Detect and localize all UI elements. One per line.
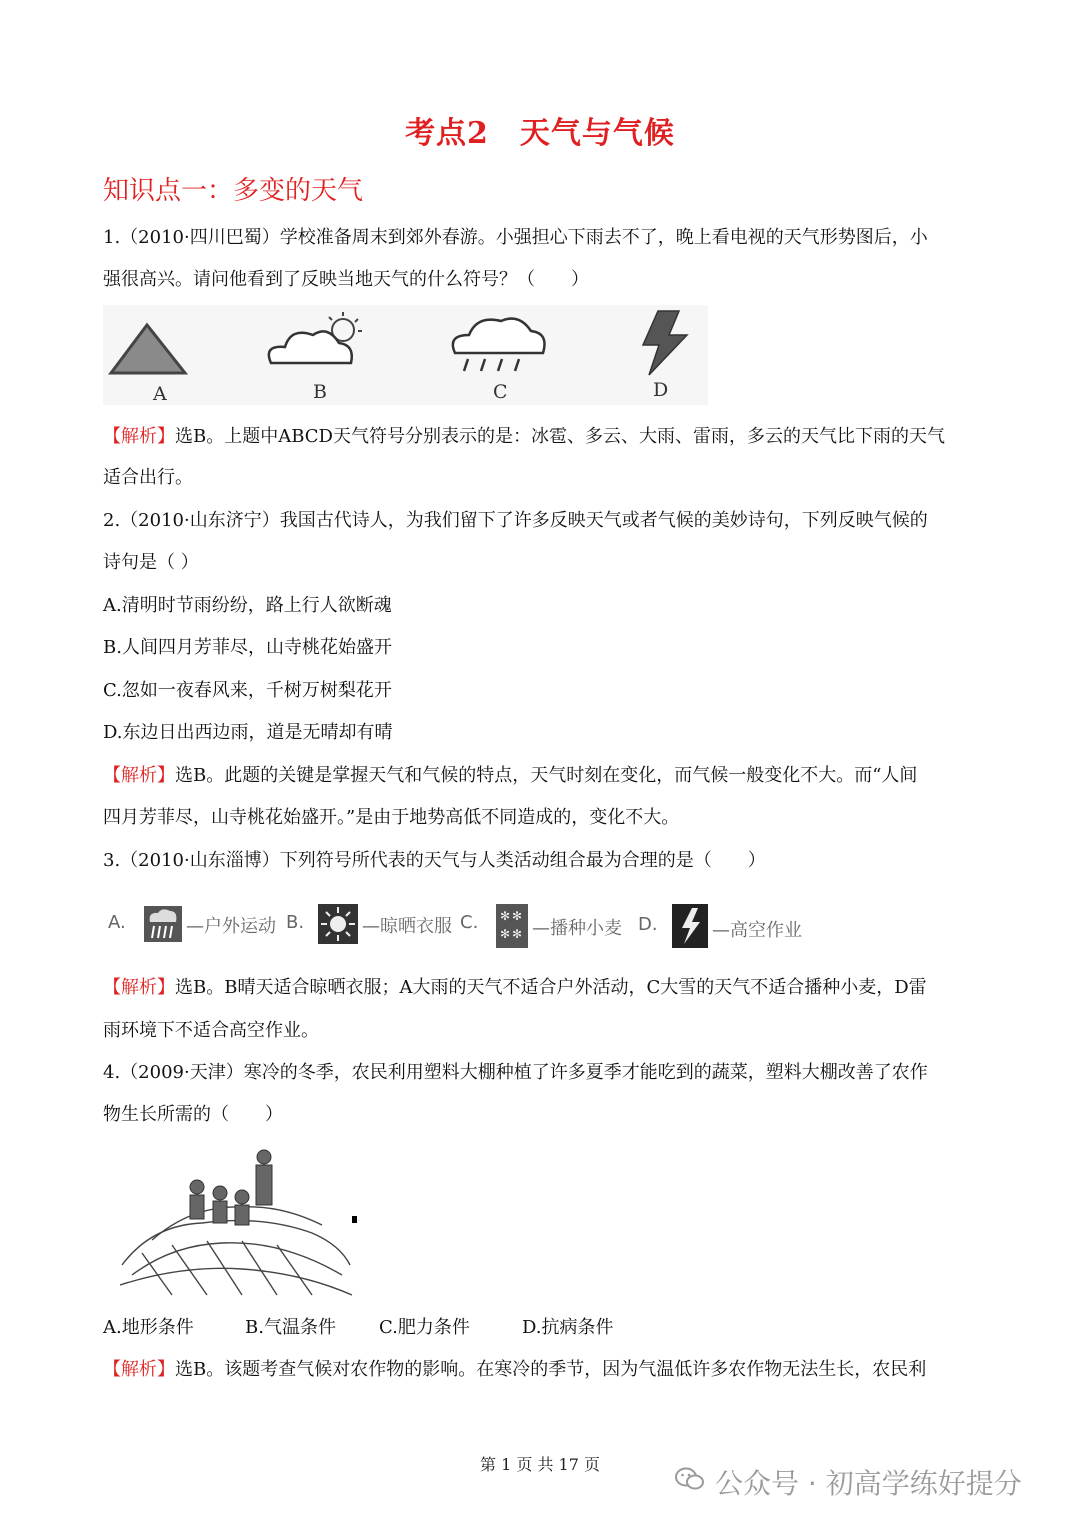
watermark <box>675 1462 1022 1502</box>
q2-line-2: 诗句是（ ） <box>103 552 199 573</box>
q2-line-1: 2.（2010·山东济宁）我国古代诗人，为我们留下了许多反映天气或者气候的美妙诗句，下列反映气候的 <box>103 510 928 531</box>
wechat-icon <box>675 1466 705 1499</box>
q1-line-2: 强很高兴。请问他看到了反映当地天气的什么符号？（ ） <box>103 269 589 290</box>
strip-text-d: —高空作业 <box>712 920 802 941</box>
q3-line-1: 3.（2010·山东淄博）下列符号所代表的天气与人类活动组合最为合理的是（ ） <box>103 850 766 871</box>
q4-option-d: D.抗病条件 <box>522 1317 614 1338</box>
q4-line-2: 物生长所需的（ ） <box>103 1104 283 1125</box>
strip-text-c: —播种小麦 <box>532 918 622 939</box>
answer-tag: 【解析】 <box>103 977 175 998</box>
q2-option-b: B.人间四月芳菲尽，山寺桃花始盛开 <box>103 637 392 658</box>
answer-text: 选B。此题的关键是掌握天气和气候的特点，天气时刻在变化，而气候一般变化不大。而“人间 <box>175 765 918 786</box>
q4-options-row <box>103 1316 983 1340</box>
svg-text:✻: ✻ <box>512 927 523 941</box>
answer-tag: 【解析】 <box>103 1359 175 1380</box>
fig-label-c: C <box>493 381 508 403</box>
q2-answer-line-1 <box>103 764 983 788</box>
strip-letter-b: B. <box>286 912 305 933</box>
page-footer: 第 1 页 共 17 页 <box>480 1455 600 1474</box>
q4-line-1: 4.（2009·天津）寒冷的冬季，农民利用塑料大棚种植了许多夏季才能吃到的蔬菜，塑料大棚改善了农作 <box>103 1062 928 1083</box>
q1-answer-line-1 <box>103 425 983 449</box>
svg-text:✻: ✻ <box>500 927 511 941</box>
answer-text: 选B。上题中ABCD天气符号分别表示的是：冰雹、多云、大雨、雷雨，多云的天气比下雨的天气 <box>175 426 945 447</box>
fig-label-a: A <box>153 383 167 405</box>
strip-letter: A. <box>108 912 126 933</box>
watermark-text: 公众号 · 初高学练好提分 <box>715 1467 1022 1500</box>
svg-text:✻: ✻ <box>512 909 523 923</box>
snow-icon <box>496 904 528 948</box>
page-title: 考点2 天气与气候 <box>405 116 675 151</box>
fig-label-d: D <box>653 379 669 401</box>
answer-tag: 【解析】 <box>103 426 175 447</box>
q3-symbol-strip <box>108 902 808 952</box>
q2-answer-line-2: 四月芳菲尽，山寺桃花始盛开。”是由于地势高低不同造成的，变化不大。 <box>103 807 680 828</box>
q1-answer-line-2: 适合出行。 <box>103 467 193 488</box>
stray-mark <box>352 1216 357 1223</box>
svg-text:✻: ✻ <box>500 909 511 923</box>
q4-answer-line-1 <box>103 1358 983 1382</box>
q4-option-c: C.肥力条件 <box>379 1317 470 1338</box>
q2-option-d: D.东边日出西边雨，道是无晴却有晴 <box>103 722 393 743</box>
q3-answer-line-1 <box>103 976 983 1000</box>
weather-symbols-svg <box>103 305 708 405</box>
q1-weather-symbols-figure <box>103 305 708 405</box>
q3-answer-line-2: 雨环境下不适合高空作业。 <box>103 1020 319 1041</box>
section-heading: 知识点一：多变的天气 <box>103 176 364 206</box>
heavy-rain-icon <box>144 906 182 942</box>
strip-item-a <box>108 912 126 933</box>
q4-option-b: B.气温条件 <box>245 1317 336 1338</box>
answer-text: 选B。该题考查气候对农作物的影响。在寒冷的季节，因为气温低许多农作物无法生长，农民利 <box>175 1359 927 1380</box>
strip-letter-d: D. <box>638 914 658 935</box>
sun-icon <box>318 904 358 944</box>
lightning-icon <box>672 904 708 948</box>
strip-text-a: —户外运动 <box>186 916 276 937</box>
fig-label-b: B <box>313 381 327 403</box>
greenhouse-sketch-svg <box>112 1145 362 1305</box>
q2-option-c: C.忽如一夜春风来，千树万树梨花开 <box>103 680 392 701</box>
greenhouse-farmers-illustration <box>112 1145 362 1305</box>
strip-letter-c: C. <box>460 912 479 933</box>
q1-line-1: 1.（2010·四川巴蜀）学校准备周末到郊外春游。小强担心下雨去不了，晚上看电视的天气形势图后，小 <box>103 227 928 248</box>
answer-text: 选B。B晴天适合晾晒衣服；A大雨的天气不适合户外活动，C大雪的天气不适合播种小麦，D雷 <box>175 977 927 998</box>
answer-tag: 【解析】 <box>103 765 175 786</box>
strip-text-b: —晾晒衣服 <box>362 916 452 937</box>
q4-option-a: A.地形条件 <box>103 1317 194 1338</box>
q2-option-a: A.清明时节雨纷纷，路上行人欲断魂 <box>103 595 392 616</box>
